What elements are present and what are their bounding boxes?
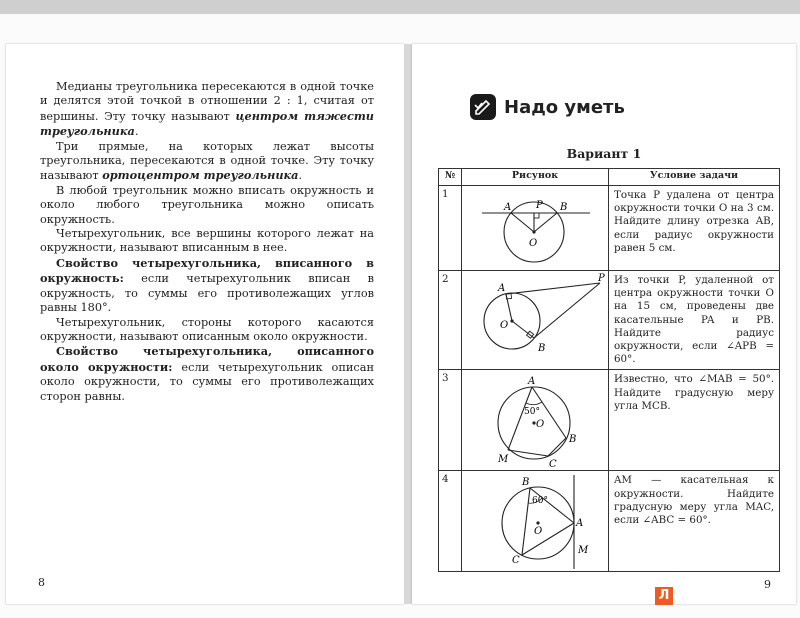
header-number: №: [439, 169, 462, 186]
svg-text:A: A: [576, 518, 584, 530]
task-number: 2: [439, 271, 462, 370]
header-condition: Условие задачи: [609, 169, 780, 186]
table-row: [439, 186, 780, 271]
pencil-check-icon: [470, 94, 496, 120]
svg-text:A: A: [504, 202, 512, 213]
scan-top-edge: [0, 0, 800, 14]
svg-text:A: A: [528, 376, 536, 388]
task-condition: Известно, что ∠MAB = 50°. Найдите градусную меру угла MCB.: [609, 370, 780, 471]
svg-text:50°: 50°: [524, 407, 540, 418]
task-figure: [462, 271, 609, 370]
paragraph-circles: В любой треугольник можно вписать окружность и около любого треугольника можно описать окружность.: [40, 183, 374, 226]
svg-text:C: C: [549, 459, 557, 471]
paragraph-medians: Медианы треугольника пересекаются в одной точке и делятся этой точкой в отношении 2 : 1, считая от вершины. Эту точку называют центром тяжести треугольника.: [40, 80, 374, 139]
page-number-right: 9: [764, 578, 771, 591]
publisher-logo: Л: [655, 587, 673, 605]
header-figure: Рисунок: [462, 169, 609, 186]
paragraph-inscribed-property: Свойство четырехугольника, вписанного в окружность: если четырехугольник вписан в окружность, то суммы его противолежащих углов равны 180°.: [40, 255, 374, 315]
task-number: 1: [439, 186, 462, 271]
svg-text:P: P: [598, 273, 605, 284]
book-gutter: [404, 44, 412, 604]
task-number: 3: [439, 370, 462, 471]
svg-text:M: M: [498, 454, 509, 466]
svg-text:O: O: [534, 526, 543, 538]
figure-tangent-chord: [462, 471, 608, 571]
task-figure: [462, 370, 609, 471]
section-title: Надо уметь: [504, 96, 625, 118]
figure-inscribed-angles: [462, 370, 608, 470]
task-figure: [462, 186, 609, 271]
left-page: [6, 44, 404, 604]
table-row: [439, 271, 780, 370]
task-condition: Из точки P, удаленной от центра окружности точки O на 15 см, проведены две касательные PA и PB. Найдите радиус окружности, если ∠APB = 60°.: [609, 271, 780, 370]
theory-text: [40, 80, 374, 404]
right-page: [412, 44, 796, 604]
svg-text:O: O: [529, 238, 538, 249]
figure-chord-distance: [462, 186, 608, 270]
paragraph-inscribed-def: Четырехугольник, все вершины которого лежат на окружности, называют вписанным в нее.: [40, 227, 374, 255]
table-header-row: [439, 169, 780, 186]
table-row: [439, 471, 780, 572]
svg-text:B: B: [560, 202, 568, 213]
figure-tangents: [462, 271, 608, 363]
task-condition: Точка P удалена от центра окружности точки O на 3 см. Найдите длину отрезка AB, если радиус окружности равен 5 см.: [609, 186, 780, 271]
section-header: [470, 94, 625, 120]
svg-text:B: B: [538, 343, 546, 354]
svg-text:B: B: [522, 477, 530, 489]
svg-text:C: C: [512, 555, 520, 567]
paragraph-circumscribed-def: Четырехугольник, стороны которого касаются окружности, называют описанным около окружности.: [40, 315, 374, 343]
svg-text:O: O: [536, 419, 545, 431]
svg-text:M: M: [578, 545, 589, 557]
paragraph-altitudes: Три прямые, на которых лежат высоты треугольника, пересекаются в одной точке. Эту точку называют ортоцентром треугольника.: [40, 139, 374, 183]
svg-text:P: P: [536, 200, 543, 211]
variant-title: Вариант 1: [566, 146, 642, 161]
svg-text:60°: 60°: [532, 496, 548, 507]
tasks-table: [438, 168, 780, 572]
svg-text:O: O: [500, 320, 509, 331]
page-number-left: 8: [38, 576, 45, 589]
svg-text:B: B: [569, 434, 577, 446]
task-condition: AM — касательная к окружности. Найдите градусную меру угла MAC, если ∠ABC = 60°.: [609, 471, 780, 572]
table-row: [439, 370, 780, 471]
svg-text:A: A: [498, 283, 506, 294]
paragraph-circumscribed-property: Свойство четырехугольника, описанного около окружности: если четырехугольник описан около окружности, то суммы его противолежащих сторон равны.: [40, 344, 374, 403]
task-number: 4: [439, 471, 462, 572]
task-figure: [462, 471, 609, 572]
